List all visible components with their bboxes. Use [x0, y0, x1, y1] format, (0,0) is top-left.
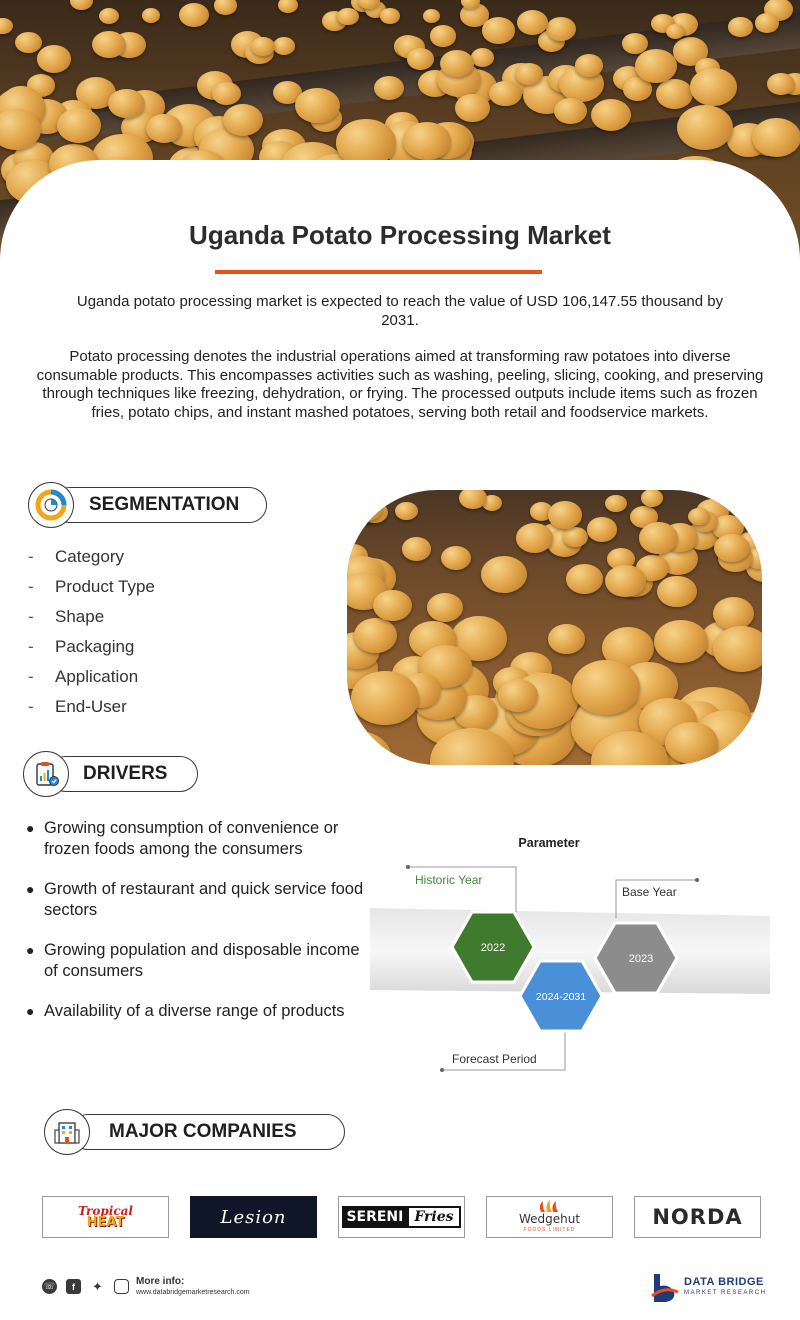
list-item: - End-User [28, 697, 127, 716]
list-item: - Product Type [28, 577, 155, 596]
potato [489, 81, 521, 107]
social-links [42, 1279, 129, 1294]
list-item: - Shape [28, 607, 105, 626]
potato [481, 556, 527, 593]
potato [380, 8, 400, 24]
potato [677, 105, 734, 150]
historic-year-value: 2022 [480, 942, 506, 954]
potato [752, 118, 800, 157]
list-item: ● Availability of a diverse range of products [26, 1002, 345, 1020]
potato [354, 618, 397, 652]
brand-tagline: MARKET RESEARCH [684, 1290, 767, 1296]
potato [546, 17, 576, 41]
potato [482, 17, 515, 44]
potato [407, 48, 434, 70]
historic-dot [406, 865, 410, 869]
wedgehut-flame-icon [536, 1199, 562, 1213]
potato [572, 660, 641, 715]
potato [347, 731, 392, 765]
potato [430, 25, 457, 46]
potato [403, 122, 451, 160]
potato [605, 565, 646, 598]
potato [516, 523, 553, 553]
pie-chart-icon [28, 482, 74, 528]
company-logo-lesion: Lesion [190, 1196, 317, 1238]
list-item: ● Growth of restaurant and quick service food sectors [26, 880, 364, 919]
potato [337, 8, 359, 25]
potato [690, 68, 737, 106]
potato [635, 49, 678, 83]
list-item: - Category [28, 547, 124, 566]
data-bridge-mark-icon [650, 1272, 680, 1304]
potato [350, 494, 383, 521]
potato [212, 82, 241, 105]
potato [713, 597, 755, 630]
potato [70, 0, 93, 10]
potato [728, 17, 752, 37]
potato [223, 104, 263, 136]
potato [641, 490, 664, 507]
potato [374, 76, 404, 100]
drivers-heading [48, 756, 198, 792]
forecast-period-label: Forecast Period [452, 1052, 537, 1066]
potato [455, 94, 489, 121]
company-logo-norda: NORDA [634, 1196, 761, 1238]
website-link[interactable]: www.databridgemarketresearch.com [136, 1289, 250, 1296]
potato [351, 671, 419, 725]
segmentation-heading-label: SEGMENTATION [89, 494, 240, 515]
forecast-period-value: 2024-2031 [535, 991, 587, 1003]
potato [278, 0, 298, 13]
potato [373, 590, 412, 621]
potato [554, 98, 587, 124]
potato [566, 564, 603, 594]
potato [441, 546, 471, 570]
potato [656, 79, 693, 109]
base-dot [695, 878, 699, 882]
potato [214, 0, 237, 15]
potato [427, 593, 463, 622]
potato [657, 576, 697, 608]
segmentation-heading [52, 487, 267, 523]
instagram-icon[interactable] [114, 1279, 129, 1294]
company-logo-tropical-heat: Tropical HEAT [42, 1196, 169, 1238]
list-item: ● Growing population and disposable income of consumers [26, 941, 360, 980]
brand-name: DATA BRIDGE [684, 1276, 764, 1288]
potato [402, 537, 431, 561]
potato [146, 114, 182, 143]
potato [639, 522, 678, 553]
drivers-heading-label: DRIVERS [83, 763, 168, 784]
data-bridge-logo [650, 1272, 766, 1304]
potato [273, 37, 295, 55]
potato [665, 722, 717, 764]
potato [57, 108, 101, 143]
potato [688, 508, 709, 525]
potato [179, 3, 209, 27]
potato [423, 9, 440, 23]
potato [548, 624, 585, 654]
page-title: Uganda Potato Processing Market [189, 220, 611, 250]
market-description: Potato processing denotes the industrial operations aimed at transforming raw potatoes into diverse consumable products. This encompasses activities such as washing, peeling, slicing, cooking, and preserving through techniques like freezing, dehydration, or frying. The processed outputs include items such as frozen fries, potato chips, and instant mashed potatoes, serving both retail and foodservice markets. [36, 348, 764, 421]
drivers-list [26, 818, 366, 1042]
parameter-diagram [370, 830, 770, 1080]
title-underline [215, 270, 542, 274]
company-logo-sereni-fries: SERENI Fries [338, 1196, 465, 1238]
potato [713, 626, 762, 672]
potato [37, 45, 71, 72]
potato [591, 99, 631, 131]
potato [563, 527, 588, 547]
market-value-statement: Uganda potato processing market is expected to reach the value of USD 106,147.55 thousand by 2031. [76, 293, 724, 329]
base-year-label: Base Year [622, 885, 677, 899]
potato [605, 495, 627, 512]
office-building-icon [44, 1109, 90, 1155]
potatoes-photo [347, 490, 762, 765]
potato [142, 8, 160, 23]
potato [755, 13, 780, 33]
historic-year-label: Historic Year [415, 873, 483, 887]
list-item: - Application [28, 667, 139, 686]
facebook-icon[interactable]: f [66, 1279, 81, 1294]
potato [714, 534, 750, 563]
companies-heading-label: MAJOR COMPANIES [109, 1121, 297, 1142]
potato [295, 88, 339, 123]
potato [548, 501, 583, 529]
base-year-value: 2023 [628, 953, 654, 965]
company-logo-wedgehut: Wedgehut FOODS LIMITED [486, 1196, 613, 1238]
potato [0, 18, 13, 35]
clipboard-chart-icon [23, 751, 69, 797]
twitter-icon[interactable]: ✦ [92, 1278, 103, 1294]
potato [515, 63, 543, 86]
potato [587, 517, 618, 541]
parameter-title: Parameter [518, 836, 580, 850]
potato [767, 73, 795, 95]
whatsapp-icon[interactable]: ☏ [42, 1279, 57, 1294]
list-item: - Packaging [28, 637, 135, 656]
more-info-label: More info: [136, 1276, 185, 1287]
segmentation-list [28, 545, 155, 725]
potato [498, 679, 539, 711]
potato [575, 54, 603, 77]
potato [654, 620, 708, 663]
potato [99, 8, 119, 24]
potato [251, 37, 274, 56]
companies-heading [70, 1114, 345, 1150]
forecast-dot [440, 1068, 444, 1072]
potato [395, 502, 418, 520]
potato [15, 32, 42, 54]
list-item: ● Growing consumption of convenience or frozen foods among the consumers [26, 819, 339, 858]
